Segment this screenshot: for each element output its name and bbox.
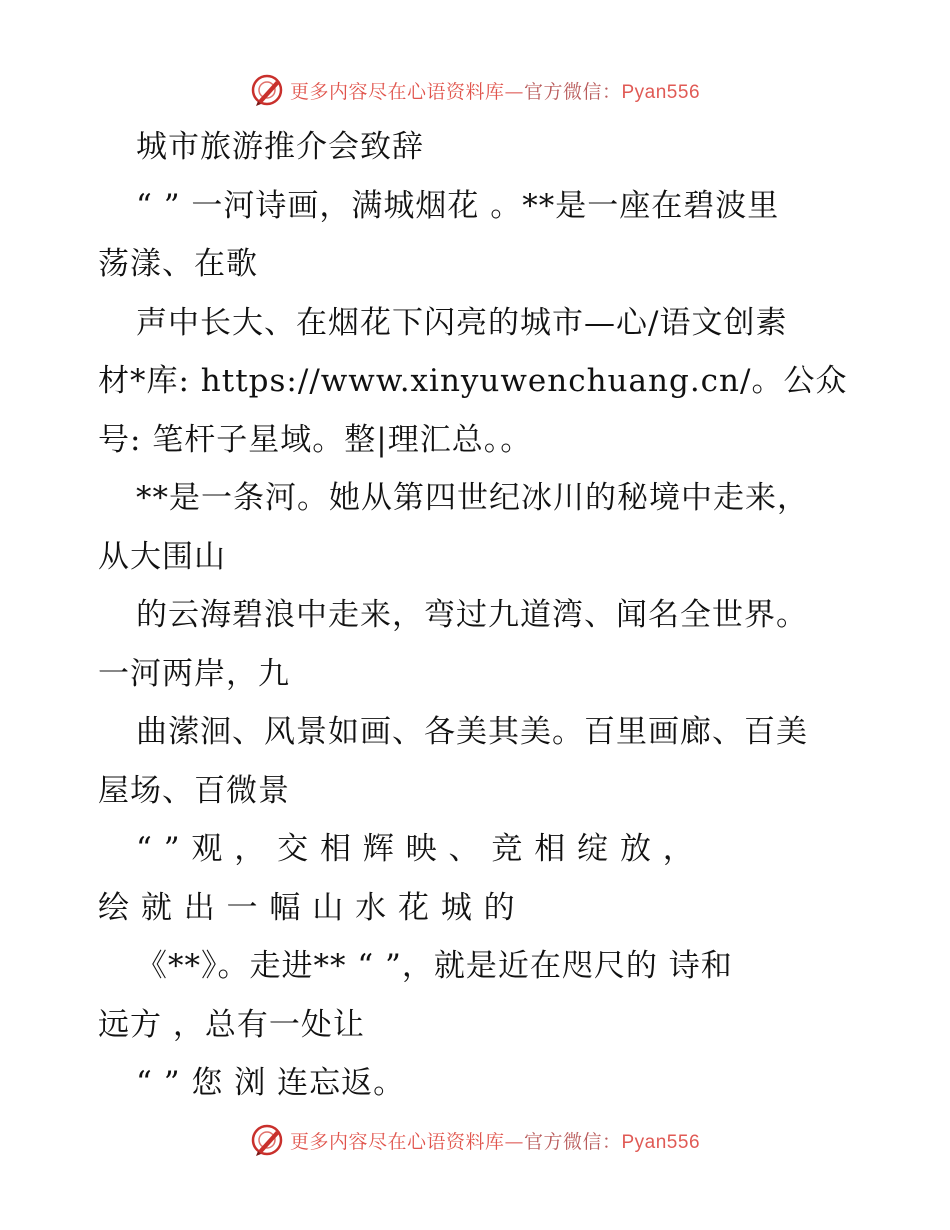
footer-banner-text <box>290 1127 700 1154</box>
doc-title: 城市旅游推介会致辞 <box>136 129 424 165</box>
header-banner-id: Pyan556 <box>621 81 701 103</box>
doc-line: **是一条河。她从第四世纪冰川的秘境中走来， <box>136 480 809 516</box>
header-banner <box>0 70 950 110</box>
header-banner-text <box>290 77 700 104</box>
footer-banner-id: Pyan556 <box>621 1131 701 1153</box>
document-body <box>98 118 858 1113</box>
doc-line: “ ” 一河诗画，满城烟花 。**是一座在碧波里 <box>136 187 780 224</box>
doc-line: 绘 就 出 一 幅 山 水 花 城 的 <box>98 889 516 926</box>
doc-line: 声中长大、在烟花下闪亮的城市—心/语文创素 <box>136 304 788 341</box>
doc-line: “ ” 您 浏 连忘返。 <box>136 1065 406 1101</box>
pen-logo-icon <box>250 73 284 107</box>
header-banner-dash: — <box>504 80 524 103</box>
doc-line: 号: 笔杆子星域。整|理汇总。。 <box>98 421 533 458</box>
doc-line: 荡漾、在歌 <box>98 246 258 282</box>
doc-line: 《**》。走进** “ ”，就是近在咫尺的 诗和 <box>136 948 733 984</box>
pen-logo-icon <box>250 1123 284 1157</box>
doc-line: 的云海碧浪中走来，弯过九道湾、闻名全世界。 <box>136 597 808 633</box>
footer-banner <box>0 1120 950 1160</box>
doc-line: 从大围山 <box>98 538 226 575</box>
doc-line: 材*库: https://www.xinyuwenchuang.cn/。公众 <box>98 363 848 399</box>
footer-banner-main: 更多内容尽在心语资料库 <box>289 1130 505 1153</box>
header-banner-main: 更多内容尽在心语资料库 <box>289 80 505 103</box>
doc-line: 屋场、百微景 <box>98 772 290 809</box>
footer-banner-dash: — <box>504 1130 524 1153</box>
doc-line: 一河两岸，九 <box>98 655 290 692</box>
header-banner-official: 官方微信： <box>523 80 622 103</box>
doc-line: 远方 ，总有一处让 <box>98 1006 365 1043</box>
doc-line: 曲潆洄、风景如画、各美其美。百里画廊、百美 <box>136 714 808 750</box>
footer-banner-official: 官方微信： <box>523 1130 622 1153</box>
doc-line: “ ” 观 ， 交 相 辉 映 、 竞 相 绽 放 ， <box>136 831 695 867</box>
